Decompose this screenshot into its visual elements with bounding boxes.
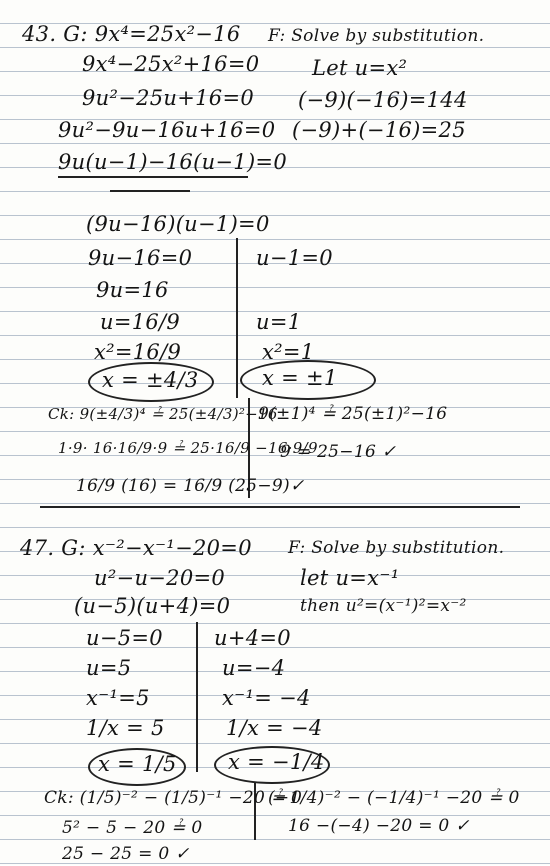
p43-step1: 9x⁴−25x²+16=0 <box>82 52 260 76</box>
p43-bracket <box>110 190 190 192</box>
p43-factored: (9u−16)(u−1)=0 <box>86 212 270 236</box>
p47-check-left-3: 25 − 25 = 0 ✓ <box>62 844 190 864</box>
p47-right-4: 1/x = −4 <box>226 716 323 740</box>
p47-divider <box>196 622 198 772</box>
p43-right-1: u−1=0 <box>256 246 333 270</box>
p43-right-3: x²=1 <box>262 340 315 364</box>
p47-left-3: x⁻¹=5 <box>86 686 150 710</box>
p47-right-2: u=−4 <box>222 656 286 680</box>
p43-step3: 9u²−9u−16u+16=0 <box>58 118 276 142</box>
p47-then: then u²=(x⁻¹)²=x⁻² <box>300 596 467 616</box>
p43-right-2: u=1 <box>256 310 302 334</box>
p47-right-3: x⁻¹= −4 <box>222 686 311 710</box>
p47-step1: u²−u−20=0 <box>94 566 226 590</box>
p43-left-2: 9u=16 <box>96 278 169 302</box>
p43-check-left-3: 16/9 (16) = 16/9 (25−9)✓ <box>76 476 305 496</box>
p47-left-2: u=5 <box>86 656 132 680</box>
p43-answer-left: x = ±4/3 <box>102 368 199 392</box>
p47-check-right-1: (−1/4)⁻² − (−1/4)⁻¹ −20 ≟ 0 <box>268 788 520 808</box>
p47-check-left-2: 5² − 5 − 20 ≟ 0 <box>62 818 203 838</box>
p47-answer-left: x = 1/5 <box>98 752 177 776</box>
p43-check-right-2: 9 = 25−16 ✓ <box>280 442 397 462</box>
p43-left-1: 9u−16=0 <box>88 246 193 270</box>
p43-find: F: Solve by substitution. <box>268 26 485 46</box>
p43-left-4: x²=16/9 <box>94 340 182 364</box>
p47-let: let u=x⁻¹ <box>300 566 400 590</box>
p43-step2: 9u²−25u+16=0 <box>82 86 255 110</box>
p47-find: F: Solve by substitution. <box>288 538 505 558</box>
p43-check-right-1: 9(±1)⁴ ≟ 25(±1)²−16 <box>258 404 448 424</box>
p47-right-1: u+4=0 <box>214 626 291 650</box>
p43-given: 43. G: 9x⁴=25x²−16 <box>22 22 241 46</box>
p47-check-right-2: 16 −(−4) −20 = 0 ✓ <box>288 816 470 836</box>
p43-step4: 9u(u−1)−16(u−1)=0 <box>58 150 287 174</box>
p47-factored: (u−5)(u+4)=0 <box>74 594 231 618</box>
p47-check-left-1: Ck: (1/5)⁻² − (1/5)⁻¹ −20 ≟ 0 <box>44 788 303 808</box>
p47-left-4: 1/x = 5 <box>86 716 165 740</box>
p43-sum: (−9)+(−16)=25 <box>292 118 466 142</box>
p43-underline <box>58 176 248 178</box>
p43-check-left-1: Ck: 9(±4/3)⁴ ≟ 25(±4/3)²−16 <box>48 405 278 423</box>
p43-product: (−9)(−16)=144 <box>298 88 468 112</box>
p43-let: Let u=x² <box>312 56 408 80</box>
p43-divider <box>236 238 238 398</box>
p43-check-left-2: 1·9· 16·16/9·9 ≟ 25·16/9 −16·9/9 <box>58 439 318 457</box>
p47-given: 47. G: x⁻²−x⁻¹−20=0 <box>20 536 252 560</box>
p47-answer-right: x = −1/4 <box>228 750 325 774</box>
p43-left-3: u=16/9 <box>100 310 181 334</box>
problem-separator <box>40 506 520 508</box>
p47-left-1: u−5=0 <box>86 626 163 650</box>
p43-answer-right: x = ±1 <box>262 366 338 390</box>
